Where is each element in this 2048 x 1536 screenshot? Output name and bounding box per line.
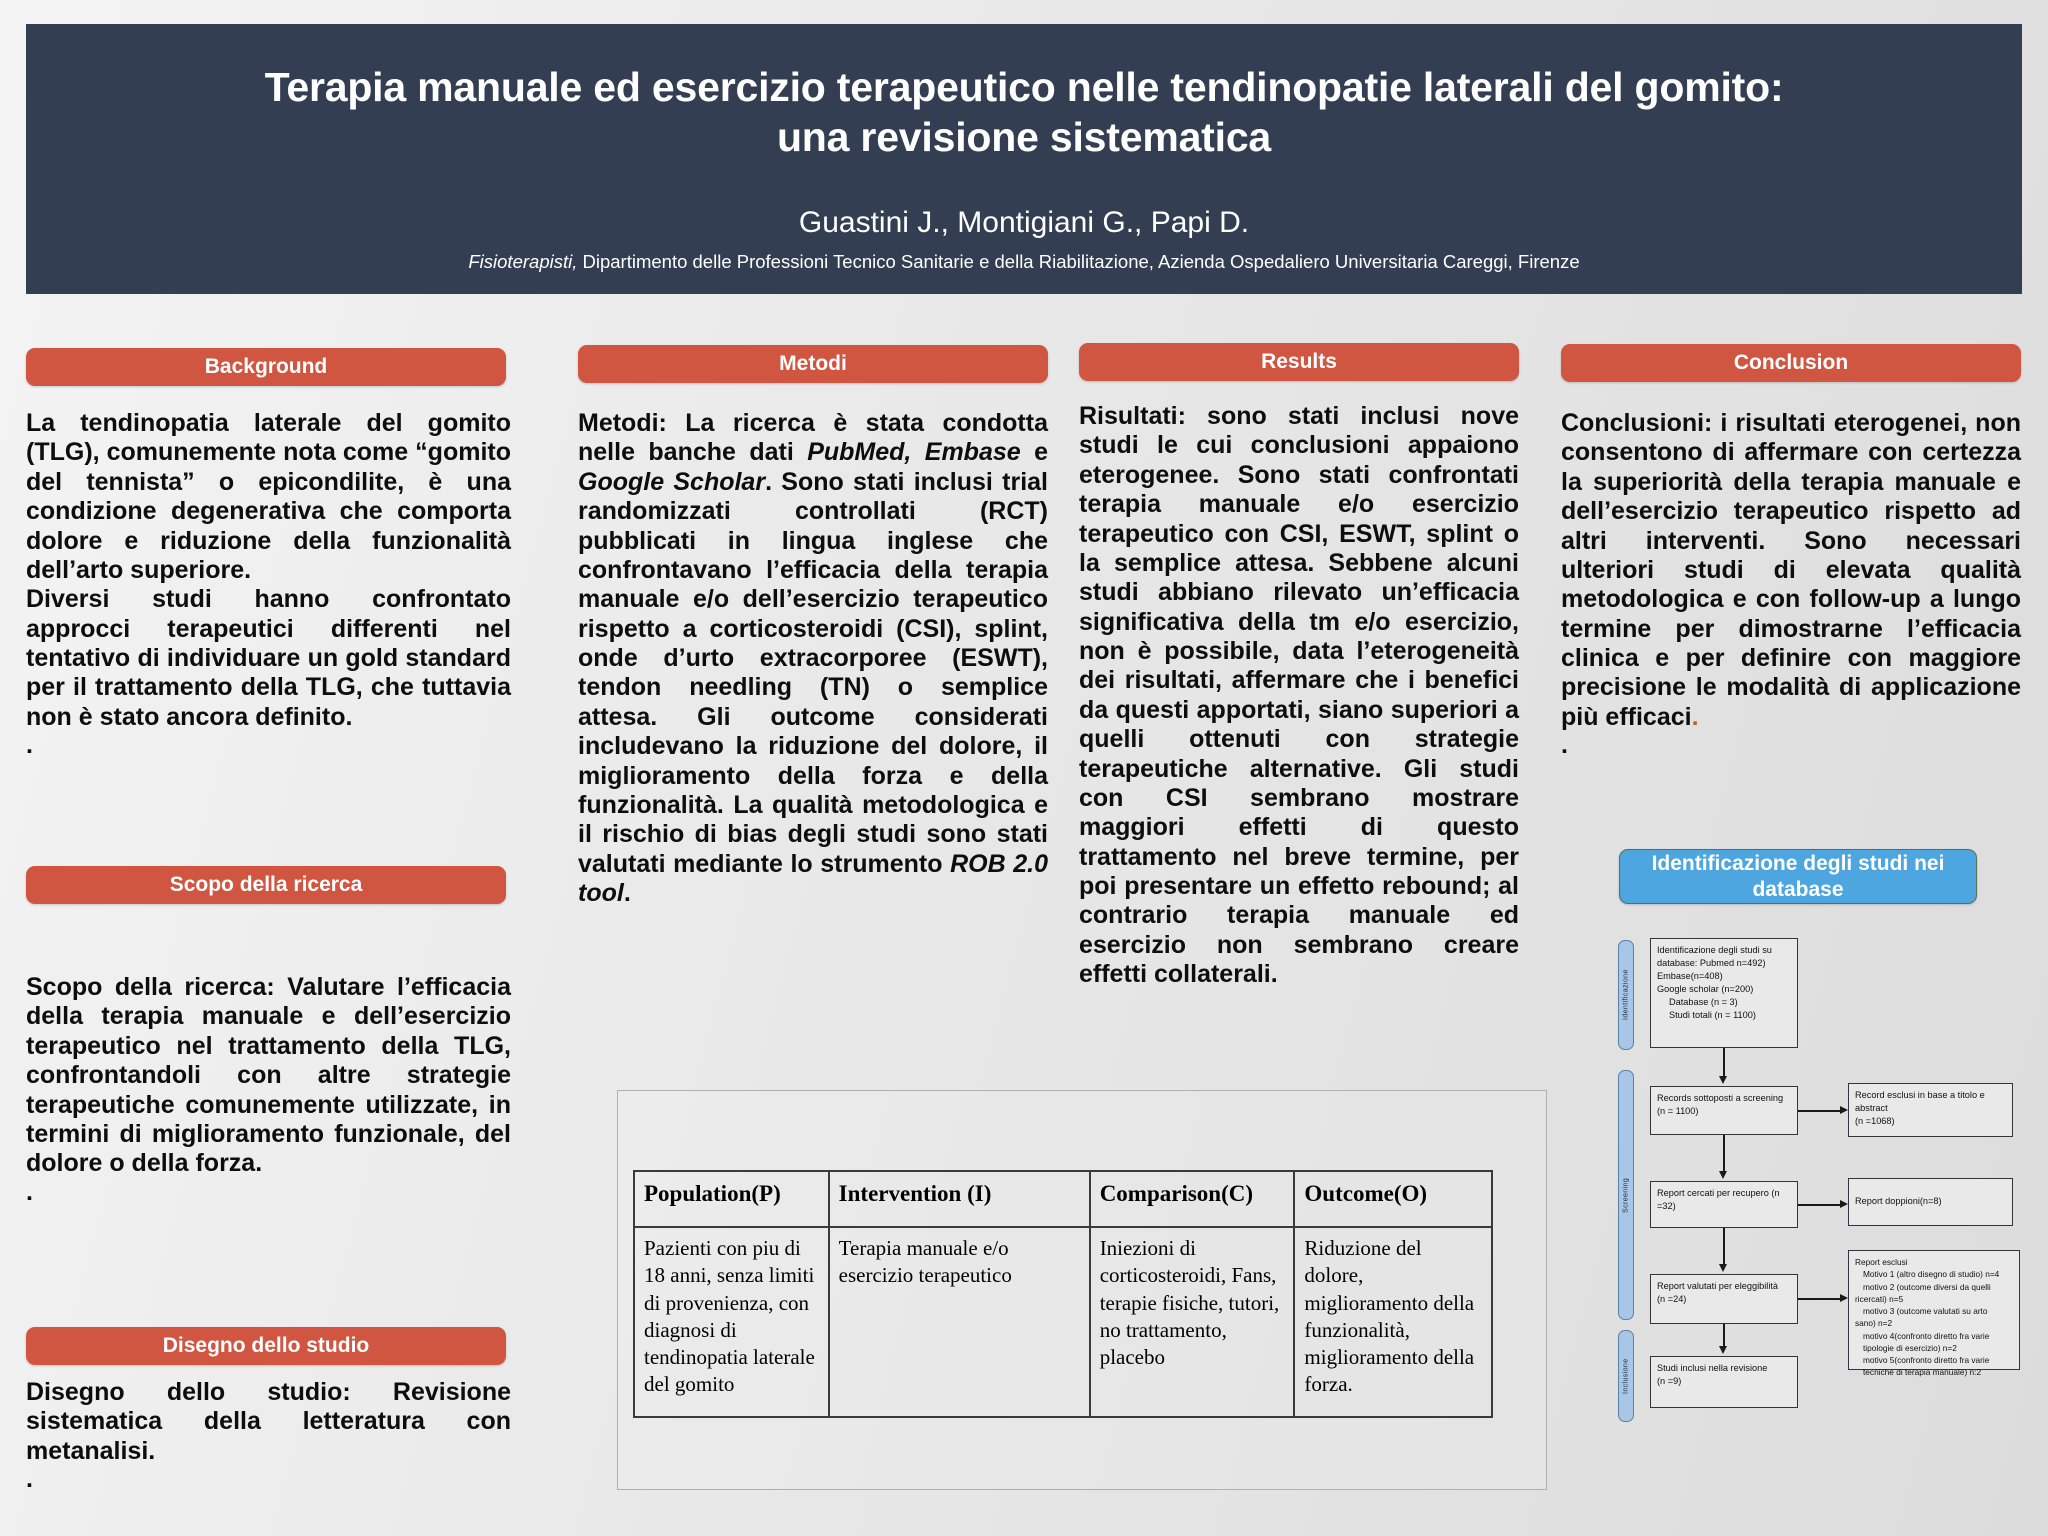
pico-cell-outcome: Riduzione del dolore, miglioramento della funzionalità, miglioramento della forza.: [1294, 1227, 1492, 1417]
prisma-stage-tab-identification: Identificazione: [1618, 940, 1634, 1050]
pico-header-population: Population(P): [634, 1171, 829, 1227]
results-paragraph-1: Risultati: sono stati inclusi nove studi le cui conclusioni appaiono eterogenee. Sono stati confrontati terapia manuale e/o esercizio terapeutico con CSI, ESWT, splint o la semplice attesa. Sebbene alcuni studi abbiano rilevato un’efficacia significativa della tm e/o esercizio, non è possibile, data l’eterogeneità dei risultati, affermare che i benefici da questi apportati, siano superiori a quelli ottenuti con strategie terapeutiche alternative. Gli studi con CSI sembrano mostrare maggiori effetti di questo trattamento nel breve termine, per poi presentare un effetto rebound; al contrario terapia manuale ed esercizio non sembrano creare effetti collaterali.: [1079, 402, 1519, 989]
background-text: [26, 409, 511, 760]
pico-cell-comparison: Iniezioni di corticosteroidi, Fans, terapie fisiche, tutori, no trattamento, placebo: [1090, 1227, 1295, 1417]
prisma-box-identification: [1650, 938, 1798, 1048]
section-header-scopo: [26, 866, 506, 904]
section-header-results: [1079, 343, 1519, 381]
page-title: [144, 62, 1904, 162]
prisma-arrow-down-2: [1723, 1135, 1725, 1173]
pico-header-comparison: Comparison(C): [1090, 1171, 1295, 1227]
prisma-box-included: [1650, 1356, 1798, 1408]
section-header-metodi-label: Metodi: [779, 352, 847, 376]
prisma-included-line-1: Studi inclusi nella revisione: [1657, 1363, 1768, 1373]
affiliation: [468, 251, 1579, 273]
prisma-screening-line-1: Records sottoposti a screening: [1657, 1093, 1784, 1103]
metodi-text: [578, 409, 1048, 908]
pico-header-intervention: Intervention (I): [829, 1171, 1090, 1227]
section-header-metodi: [578, 345, 1048, 383]
table-row: [634, 1227, 1492, 1417]
prisma-screening-line-2: (n = 1100): [1657, 1106, 1699, 1117]
scopo-text: [26, 973, 511, 1206]
prisma-arrowhead-down-3: [1719, 1264, 1727, 1272]
prisma-excluded-reason-5: motivo 5(confronto diretto fra varie: [1863, 1355, 1990, 1366]
pico-cell-intervention: Terapia manuale e/o esercizio terapeutico: [829, 1227, 1090, 1417]
metodi-italic-2: Google Scholar: [578, 467, 766, 496]
prisma-retrieval-line-1: Report cercati per recupero (n: [1657, 1188, 1780, 1198]
prisma-identification-line-3: Embase(n=408): [1657, 971, 1723, 982]
prisma-arrow-down-4: [1723, 1324, 1725, 1348]
prisma-excluded-reason-3: motivo 3 (outcome valutati su arto: [1863, 1306, 1988, 1317]
metodi-part-3: . Sono stati inclusi trial randomizzati controllati (RCT) pubblicati in lingua inglese che confrontavano l’efficacia della terapia manuale e/o dell’esercizio terapeutico rispetto a corticosteroidi (CSI), splint, onde d’urto extracorporee (ESWT), tendon needling (TN) o semplice attesa. Gli outcome considerati includevano la riduzione del dolore, il miglioramento della forza e della funzionalità. La qualità metodologica e il rischio di bias degli studi sono stati valutati mediante lo strumento: [578, 467, 1048, 878]
results-text: [1079, 402, 1519, 990]
prisma-arrowhead-down-1: [1719, 1076, 1727, 1084]
conclusion-paragraph-1: Conclusioni: i risultati eterogenei, non consentono di affermare con certezza la superiorità della terapia manuale e dell’esercizio terapeutico rispetto ad altri interventi. Sono necessari ulteriori studi di elevata qualità metodologica e con follow-up a lungo termine per dimostrarne l’efficacia clinica e per definire con maggiore precisione le modalità di applicazione più efficaci: [1561, 409, 2021, 731]
title-line-2: una revisione sistematica: [776, 114, 1272, 161]
section-header-background: [26, 348, 506, 386]
prisma-excluded-reason-3b: sano) n=2: [1855, 1318, 1893, 1329]
prisma-arrow-right-1: [1798, 1110, 1842, 1112]
prisma-eligibility-line-2: (n =24): [1657, 1294, 1687, 1305]
prisma-arrow-right-3: [1798, 1298, 1842, 1300]
section-header-conclusion-label: Conclusion: [1733, 351, 1849, 375]
conclusion-trailing-mark: .: [1561, 731, 1568, 760]
table-header-row: [634, 1171, 1492, 1227]
pico-table: [633, 1170, 1493, 1418]
disegno-text: [26, 1378, 511, 1494]
prisma-excluded-reason-2: motivo 2 (outcome diversi da quelli: [1863, 1281, 1991, 1292]
prisma-box-retrieval: [1650, 1181, 1798, 1228]
poster-header: [26, 24, 2022, 294]
prisma-flowchart-title-label: Identificazione degli studi nei database: [1651, 852, 1945, 901]
prisma-identification-line-4: Google scholar (n=200): [1657, 984, 1754, 995]
background-paragraph-1: La tendinopatia laterale del gomito (TLG), comunemente nota come “gomito del tennista” o epicondilite, è una condizione degenerativa che comporta dolore e riduzione della funzionalità dell’arto superiore.: [26, 409, 511, 584]
prisma-box-excluded-title-abstract: [1848, 1083, 2013, 1137]
prisma-arrowhead-right-2: [1840, 1200, 1848, 1208]
prisma-excluded-title-line-3: (n =1068): [1855, 1116, 1895, 1127]
title-line-1: Terapia manuale ed esercizio terapeutico nelle tendinopatie laterali del gomito:: [264, 64, 1784, 110]
prisma-excluded-title-line-1: Record esclusi in base a titolo e: [1855, 1090, 1985, 1100]
affiliation-role: Fisioterapisti,: [468, 251, 578, 273]
prisma-stage-tab-screening: Screening: [1618, 1070, 1634, 1320]
prisma-arrowhead-right-1: [1840, 1106, 1848, 1114]
prisma-identification-line-5: Database (n = 3): [1669, 997, 1738, 1008]
prisma-arrowhead-right-3: [1840, 1294, 1848, 1302]
section-header-scopo-label: Scopo della ricerca: [169, 873, 363, 897]
metodi-part-2: e: [1020, 438, 1048, 467]
prisma-excluded-reason-4: motivo 4(confronto diretto fra varie: [1863, 1330, 1990, 1341]
affiliation-institution: Dipartimento delle Professioni Tecnico Sanitarie e della Riabilitazione, Azienda Ospedaliero Universitaria Careggi, Firenze: [577, 251, 1580, 273]
prisma-box-duplicates: [1848, 1178, 2013, 1226]
background-paragraph-2: Diversi studi hanno confrontato approcci terapeutici differenti nel tentativo di individuare un gold standard per il trattamento della TLG, che tuttavia non è stato ancora definito.: [26, 585, 511, 731]
prisma-excluded-reasons-title: Report esclusi: [1855, 1257, 1908, 1267]
conclusion-final-punct: .: [1691, 702, 1699, 731]
prisma-arrow-down-3: [1723, 1228, 1725, 1266]
prisma-box-eligibility: [1650, 1274, 1798, 1324]
metodi-italic-1: PubMed, Embase: [807, 438, 1021, 467]
prisma-excluded-reason-1: Motivo 1 (altro disegno di studio) n=4: [1863, 1269, 2000, 1280]
prisma-duplicates-line-1: Report doppioni(n=8): [1855, 1196, 1942, 1207]
metodi-italic-3: ROB 2.0 tool: [578, 849, 1048, 907]
section-header-results-label: Results: [1261, 350, 1337, 374]
prisma-identification-line-1: Identificazione degli studi su: [1657, 945, 1772, 955]
prisma-excluded-title-line-2: abstract: [1855, 1103, 1888, 1114]
prisma-flowchart-title: [1619, 849, 1977, 904]
prisma-excluded-reason-5b: tecniche di terapia manuale) n:2: [1863, 1367, 1982, 1378]
prisma-stage-tab-inclusion: Inclusione: [1618, 1330, 1634, 1422]
prisma-retrieval-line-2: =32): [1657, 1201, 1676, 1212]
prisma-excluded-reason-4b: tipologie di esercizio) n=2: [1863, 1342, 1957, 1353]
prisma-identification-line-6: Studi totali (n = 1100): [1669, 1010, 1756, 1021]
metodi-part-4: .: [623, 879, 631, 907]
prisma-arrowhead-down-4: [1719, 1346, 1727, 1354]
background-trailing-mark: .: [26, 731, 33, 760]
prisma-identification-line-2: database: Pubmed n=492): [1657, 958, 1766, 969]
disegno-trailing-mark: .: [26, 1465, 33, 1494]
prisma-box-screening: [1650, 1086, 1798, 1135]
prisma-eligibility-line-1: Report valutati per eleggibilità: [1657, 1281, 1779, 1291]
pico-cell-population: Pazienti con piu di 18 anni, senza limiti di provenienza, con diagnosi di tendinopatia laterale del gomito: [634, 1227, 829, 1417]
section-header-disegno-label: Disegno dello studio: [162, 1334, 370, 1358]
prisma-arrow-down-1: [1723, 1048, 1725, 1078]
metodi-part-1: Metodi: La ricerca è stata condotta nelle banche dati: [578, 409, 1048, 467]
prisma-flowchart: [1612, 930, 2032, 1440]
prisma-included-line-2: (n =9): [1657, 1376, 1682, 1387]
section-header-background-label: Background: [204, 355, 328, 379]
conclusion-text: [1561, 409, 2021, 760]
disegno-paragraph-1: Disegno dello studio: Revisione sistematica della letteratura con metanalisi.: [26, 1378, 511, 1465]
scopo-trailing-mark: .: [26, 1177, 33, 1206]
prisma-excluded-reason-2b: ricercati) n=5: [1855, 1293, 1904, 1304]
pico-header-outcome: Outcome(O): [1294, 1171, 1492, 1227]
prisma-arrow-right-2: [1798, 1204, 1842, 1206]
section-header-disegno: [26, 1327, 506, 1365]
author-list: Guastini J., Montigiani G., Papi D.: [798, 206, 1250, 240]
section-header-conclusion: [1561, 344, 2021, 382]
scopo-paragraph-1: Scopo della ricerca: Valutare l’efficacia della terapia manuale e dell’esercizio terapeutico nel trattamento della TLG, confrontandoli con altre strategie terapeutiche comunemente utilizzate, in termini di miglioramento funzionale, del dolore o della forza.: [26, 973, 511, 1178]
prisma-arrowhead-down-2: [1719, 1171, 1727, 1179]
prisma-box-excluded-reasons: [1848, 1250, 2020, 1378]
